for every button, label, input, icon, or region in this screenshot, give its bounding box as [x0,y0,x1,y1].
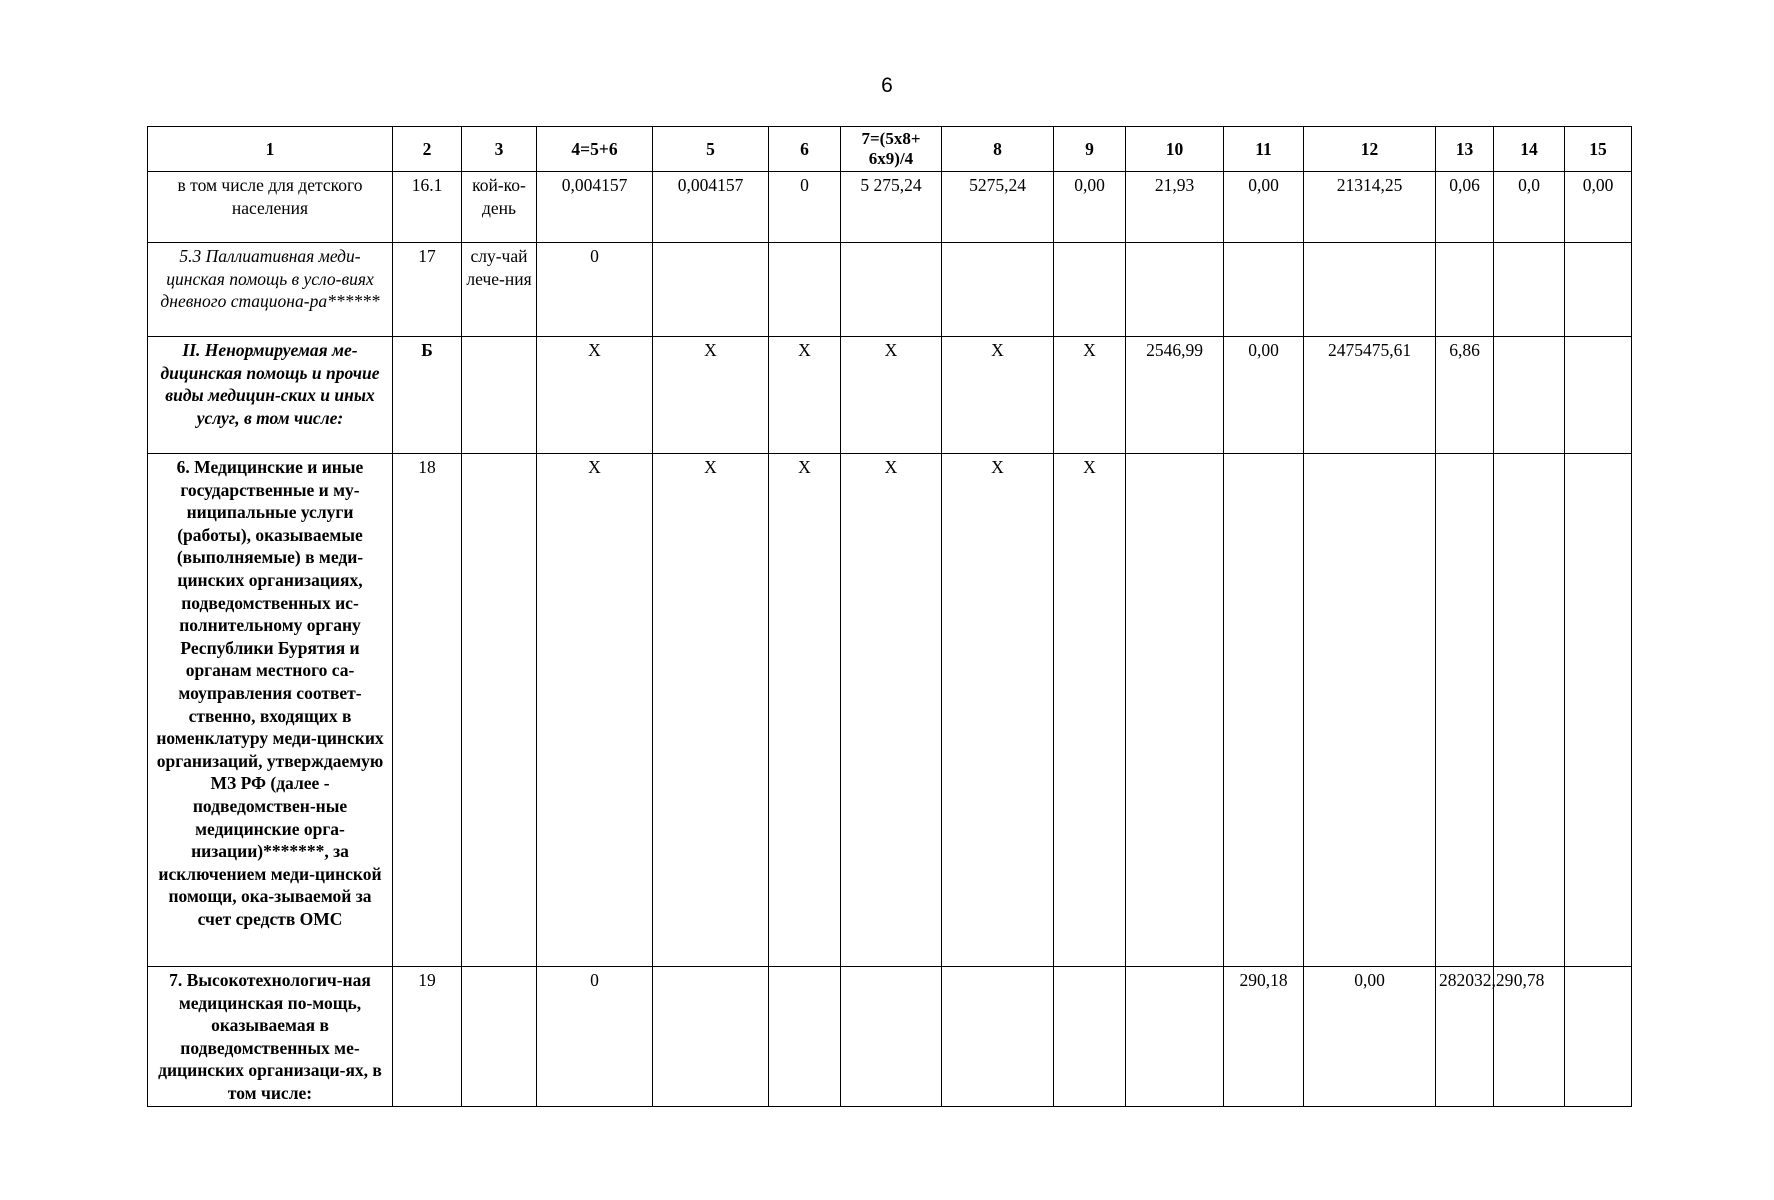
table-cell: Х [841,337,942,454]
table-cell [1054,967,1126,1107]
table-cell [462,967,537,1107]
col-header: 8 [942,127,1054,172]
table-cell [1565,967,1632,1107]
table-cell: 0,78 [1494,967,1565,1107]
row-label: в том числе для детского населения [148,172,393,243]
table-cell [653,243,769,337]
table-cell: 21314,25 [1304,172,1436,243]
col-header: 3 [462,127,537,172]
col-header: 6 [769,127,841,172]
table-cell [1126,967,1224,1107]
table-cell: Х [653,454,769,967]
table-cell: Х [769,454,841,967]
table-cell [1224,454,1304,967]
table-cell: 0,00 [1565,172,1632,243]
table-cell: 0,00 [1224,172,1304,243]
table-cell [653,967,769,1107]
table-cell [1565,243,1632,337]
table-cell: Х [942,454,1054,967]
table-cell: Х [537,337,653,454]
table-cell [942,967,1054,1107]
table-cell: 0,0 [1494,172,1565,243]
col-header: 1 [148,127,393,172]
table-cell: 290,18 [1224,967,1304,1107]
table-cell: 0 [537,967,653,1107]
table-cell: 18 [393,454,462,967]
table-row [148,172,1632,243]
col-header: 14 [1494,127,1565,172]
table-cell [1054,243,1126,337]
table-cell: 6,86 [1436,337,1494,454]
table-cell: Б [393,337,462,454]
table-cell [1224,243,1304,337]
table-cell: 16.1 [393,172,462,243]
table-cell: 21,93 [1126,172,1224,243]
table-cell: кой-ко-день [462,172,537,243]
table-cell: Х [653,337,769,454]
table-cell [1304,454,1436,967]
table-cell: 0,004157 [653,172,769,243]
table-cell: Х [1054,337,1126,454]
table-cell: Х [537,454,653,967]
table-cell [1494,454,1565,967]
table-cell [1494,243,1565,337]
table-cell: 2475475,61 [1304,337,1436,454]
budget-table [147,126,1632,1107]
header-row [148,127,1632,172]
table-cell: Х [942,337,1054,454]
table-cell: 282032,29 [1436,967,1494,1107]
col-header: 2 [393,127,462,172]
row-label: II. Ненормируемая ме-дицинская помощь и прочие виды медицин-ских и иных услуг, в том числе: [148,337,393,454]
table-cell [942,243,1054,337]
col-header: 7=(5х8+ 6х9)/4 [841,127,942,172]
table-row [148,337,1632,454]
table-cell: 19 [393,967,462,1107]
table-cell: 0,00 [1054,172,1126,243]
table-cell [1304,243,1436,337]
table-cell: Х [769,337,841,454]
table-cell: 5275,24 [942,172,1054,243]
row-label: 6. Медицинские и иные государственные и му-ниципальные услуги (работы), оказываемые (выполняемые) в меди-цинских организациях, подведомственных ис-полнительному органу Республики Бурятия и органам местного са-моуправления соответ-ственно, входящих в номенклатуру меди-цинских организаций, утверждаемую МЗ РФ (далее - подведомствен-ные медицинские орга-низации)*******, за исключением меди-цинской помощи, ока-зываемой за счет средств ОМС [148,454,393,967]
table-row [148,454,1632,967]
table-cell: Х [1054,454,1126,967]
table-cell: 0 [537,243,653,337]
table-cell [1126,454,1224,967]
table-cell: 5 275,24 [841,172,942,243]
table-cell: слу-чай лече-ния [462,243,537,337]
table-cell: 2546,99 [1126,337,1224,454]
table-cell [462,337,537,454]
table-cell: 0,00 [1304,967,1436,1107]
table-cell [1436,243,1494,337]
table-cell [841,967,942,1107]
table-cell: 0 [769,172,841,243]
table-cell [1565,454,1632,967]
table-cell [1565,337,1632,454]
col-header: 4=5+6 [537,127,653,172]
table-row [148,967,1632,1107]
table-cell: 17 [393,243,462,337]
col-header: 11 [1224,127,1304,172]
table-cell: 0,004157 [537,172,653,243]
table-cell: 0,00 [1224,337,1304,454]
table-cell [841,243,942,337]
row-label: 7. Высокотехнологич-ная медицинская по-мощь, оказываемая в подведомственных ме-дицинских организаци-ях, в том числе: [148,967,393,1107]
table-cell [462,454,537,967]
page-number: 6 [881,74,893,97]
table-cell [1436,454,1494,967]
table-cell: Х [841,454,942,967]
table-row [148,243,1632,337]
col-header: 10 [1126,127,1224,172]
col-header: 9 [1054,127,1126,172]
col-header: 12 [1304,127,1436,172]
col-header: 5 [653,127,769,172]
table-cell: 0,06 [1436,172,1494,243]
col-header: 13 [1436,127,1494,172]
col-header: 15 [1565,127,1632,172]
table-cell [769,967,841,1107]
table-cell [1126,243,1224,337]
table-cell [1494,337,1565,454]
row-label: 5.3 Паллиативная меди-цинская помощь в усло-виях дневного стациона-ра****** [148,243,393,337]
table-cell [769,243,841,337]
